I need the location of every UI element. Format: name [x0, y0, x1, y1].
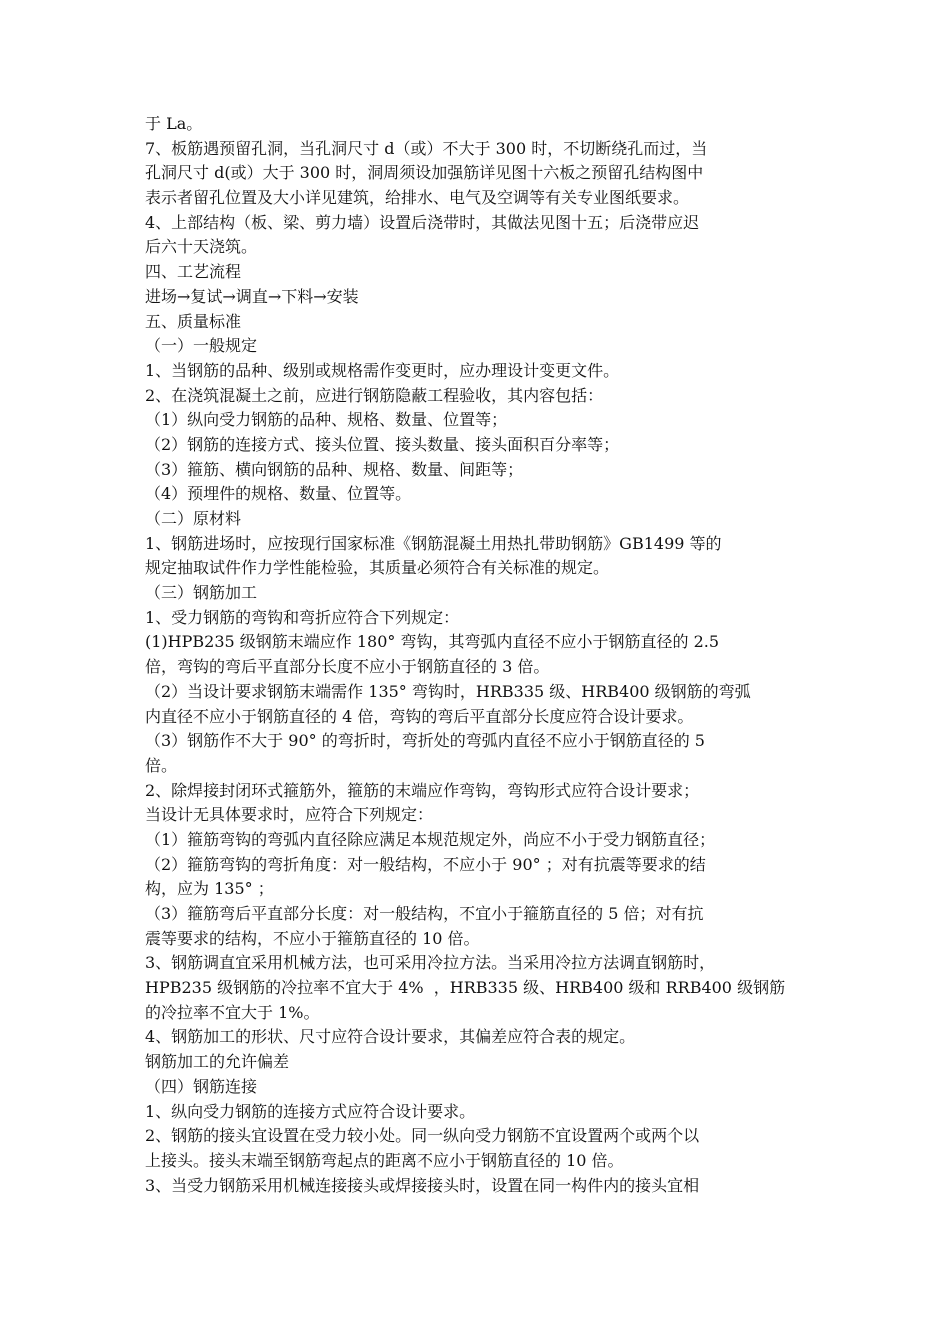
text-line: 2、钢筋的接头宜设置在受力较小处。同一纵向受力钢筋不宜设置两个或两个以 — [145, 1126, 700, 1146]
text-line: 2、除焊接封闭环式箍筋外，箍筋的末端应作弯钩，弯钩形式应符合设计要求； — [145, 780, 700, 800]
text-line: 3、当受力钢筋采用机械连接接头或焊接接头时，设置在同一构件内的接头宜相 — [145, 1175, 700, 1195]
text-line: 4、钢筋加工的形状、尺寸应符合设计要求，其偏差应符合表的规定。 — [145, 1027, 636, 1047]
subsection-heading: （四）钢筋连接 — [145, 1076, 258, 1096]
text-line: 震等要求的结构，不应小于箍筋直径的 10 倍。 — [145, 928, 480, 948]
text-line: 2、在浇筑混凝土之前，应进行钢筋隐蔽工程验收，其内容包括： — [145, 385, 604, 405]
text-line: 于 La。 — [145, 114, 203, 133]
table-caption: 钢筋加工的允许偏差 — [145, 1052, 290, 1072]
text-line: 倍，弯钩的弯后平直部分长度不应小于钢筋直径的 3 倍。 — [145, 657, 550, 677]
text-line: 4、上部结构（板、梁、剪力墙）设置后浇带时，其做法见图十五；后浇带应迟 — [145, 212, 700, 232]
text-line: HPB235 级钢筋的冷拉率不宜大于 4% ，HRB335 级、HRB400 级和 RRB400 级钢筋 — [145, 978, 786, 998]
text-line: 构，应为 135° ； — [145, 879, 274, 899]
text-line: 内直径不应小于钢筋直径的 4 倍，弯钩的弯后平直部分长度应符合设计要求。 — [145, 706, 694, 726]
text-line: 规定抽取试件作力学性能检验，其质量必须符合有关标准的规定。 — [145, 558, 610, 578]
subsection-heading: （一）一般规定 — [145, 336, 258, 356]
list-item: （3）箍筋弯后平直部分长度：对一般结构，不宜小于箍筋直径的 5 倍；对有抗 — [145, 904, 704, 923]
text-line: 1、钢筋进场时，应按现行国家标准《钢筋混凝土用热扎带助钢筋》GB1499 等的 — [145, 533, 722, 553]
list-item: （4）预埋件的规格、数量、位置等。 — [145, 484, 412, 504]
process-flow: 进场→复试→调直→下料→安装 — [145, 286, 359, 306]
list-item: （1）箍筋弯钩的弯弧内直径除应满足本规范规定外，尚应不小于受力钢筋直径； — [145, 829, 716, 849]
document-body — [145, 112, 811, 1198]
text-line: 7、板筋遇预留孔洞，当孔洞尺寸 d（或）不大于 300 时，不切断绕孔而过，当 — [145, 138, 708, 158]
list-item: （3）钢筋作不大于 90° 的弯折时，弯折处的弯弧内直径不应小于钢筋直径的 5 — [145, 731, 705, 751]
section-heading: 四、工艺流程 — [145, 262, 242, 282]
section-heading: 五、质量标准 — [145, 311, 242, 331]
text-line: 表示者留孔位置及大小详见建筑，给排水、电气及空调等有关专业图纸要求。 — [145, 188, 690, 208]
list-item: （2）箍筋弯钩的弯折角度：对一般结构，不应小于 90° ；对有抗震等要求的结 — [145, 854, 706, 874]
text-line: 3、钢筋调直宜采用机械方法，也可采用冷拉方法。当采用冷拉方法调直钢筋时， — [145, 953, 716, 973]
text-line: 当设计无具体要求时，应符合下列规定： — [145, 805, 434, 825]
list-item: （2）钢筋的连接方式、接头位置、接头数量、接头面积百分率等； — [145, 434, 620, 454]
text-line: 上接头。接头末端至钢筋弯起点的距离不应小于钢筋直径的 10 倍。 — [145, 1150, 624, 1170]
list-item: （3）箍筋、横向钢筋的品种、规格、数量、间距等； — [145, 459, 524, 479]
list-item: （1）纵向受力钢筋的品种、规格、数量、位置等； — [145, 410, 508, 430]
text-line: 的冷拉率不宜大于 1%。 — [145, 1002, 320, 1022]
text-line: 孔洞尺寸 d(或）大于 300 时，洞周须设加强筋详见图十六板之预留孔结构图中 — [145, 163, 704, 183]
text-line: 1、受力钢筋的弯钩和弯折应符合下列规定： — [145, 607, 460, 627]
list-item: (1)HPB235 级钢筋末端应作 180° 弯钩，其弯弧内直径不应小于钢筋直径的 2.5 — [145, 632, 720, 652]
text-line: 1、当钢筋的品种、级别或规格需作变更时，应办理设计变更文件。 — [145, 360, 620, 380]
list-item: （2）当设计要求钢筋末端需作 135° 弯钩时，HRB335 级、HRB400 级钢筋的弯弧 — [145, 681, 751, 701]
text-line: 后六十天浇筑。 — [145, 237, 258, 257]
subsection-heading: （二）原材料 — [145, 509, 242, 528]
text-line: 倍。 — [145, 755, 178, 775]
text-line: 1、纵向受力钢筋的连接方式应符合设计要求。 — [145, 1101, 476, 1121]
subsection-heading: （三）钢筋加工 — [145, 583, 258, 603]
